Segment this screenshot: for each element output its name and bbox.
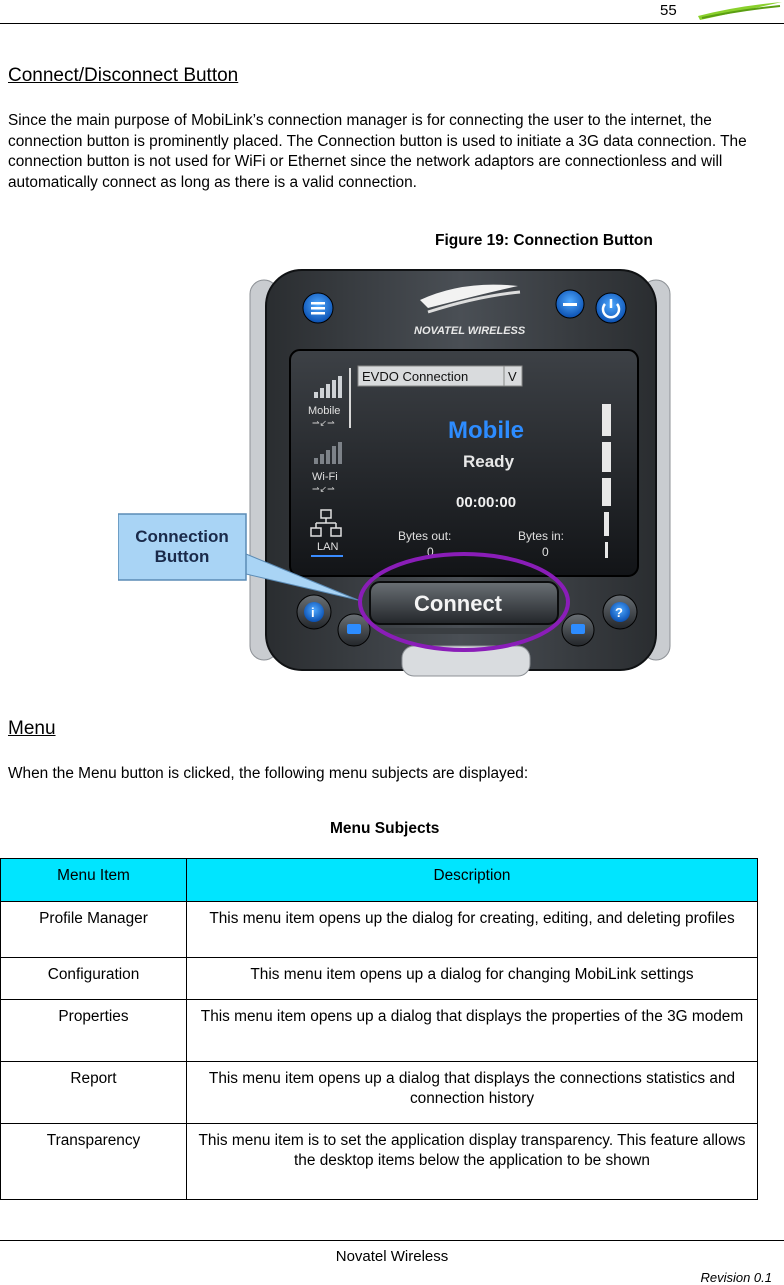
table-row bbox=[1, 1124, 758, 1200]
status-title: Mobile bbox=[448, 417, 524, 444]
side-label-lan: LAN bbox=[317, 541, 339, 553]
section-heading-menu: Menu bbox=[8, 718, 56, 739]
bytes-in-label: Bytes in: bbox=[518, 529, 565, 543]
bytes-out-label: Bytes out: bbox=[398, 529, 452, 543]
side-label-mobile: Mobile bbox=[308, 405, 341, 417]
bytes-out-value: 0 bbox=[427, 545, 434, 559]
table-row bbox=[1, 1000, 758, 1062]
callout-line-2: Button bbox=[154, 547, 210, 566]
svg-text:⇀↙⇀: ⇀↙⇀ bbox=[312, 484, 335, 494]
bytes-in-value: 0 bbox=[542, 545, 549, 559]
footer-revision: Revision 0.1 bbox=[700, 1270, 772, 1285]
status-sub: Ready bbox=[463, 452, 515, 471]
svg-text:Connect: Connect bbox=[414, 591, 502, 616]
menu-item-cell: Profile Manager bbox=[1, 902, 187, 958]
svg-text:?: ? bbox=[615, 605, 623, 620]
connection-button-figure bbox=[118, 262, 674, 680]
table-row bbox=[1, 1062, 758, 1124]
svg-text:⇀↙⇀: ⇀↙⇀ bbox=[312, 418, 335, 428]
footer-company: Novatel Wireless bbox=[335, 1248, 449, 1265]
connect-paragraph: Since the main purpose of MobiLink’s connection manager is for connecting the user to the internet, the connection button is prominently placed. The Connection button is used to initiate a 3G data connection. The connection button is not used for WiFi or Ethernet since the network adaptors are connectionless and will automatically connect as long as there is a valid connection. bbox=[8, 112, 747, 191]
logo-swoosh-icon bbox=[696, 0, 784, 22]
description-cell: This menu item opens up a dialog for changing MobiLink settings bbox=[187, 958, 758, 1000]
description-cell: This menu item opens up a dialog that displays the properties of the 3G modem bbox=[187, 1000, 758, 1062]
brand-logo: NOVATEL WIRELESS bbox=[414, 325, 526, 337]
table-header-row bbox=[1, 859, 758, 902]
column-header-menu-item: Menu Item bbox=[1, 859, 187, 902]
table-row bbox=[1, 902, 758, 958]
callout-line-1: Connection bbox=[135, 527, 229, 546]
table-row bbox=[1, 958, 758, 1000]
menu-item-cell: Report bbox=[1, 1062, 187, 1124]
footer-rule bbox=[0, 1240, 784, 1241]
svg-text:EVDO Connection: EVDO Connection bbox=[362, 369, 469, 384]
page-number: 55 bbox=[660, 2, 677, 19]
description-cell: This menu item is to set the application display transparency. This feature allows the desktop items below the application to be shown bbox=[187, 1124, 758, 1200]
connection-timer: 00:00:00 bbox=[456, 494, 517, 511]
menu-item-cell: Configuration bbox=[1, 958, 187, 1000]
column-header-description: Description bbox=[187, 859, 758, 902]
side-label-wifi: Wi-Fi bbox=[312, 471, 338, 483]
menu-subjects-table bbox=[0, 858, 758, 1200]
svg-text:i: i bbox=[311, 605, 315, 620]
description-cell: This menu item opens up the dialog for creating, editing, and deleting profiles bbox=[187, 902, 758, 958]
description-cell: This menu item opens up a dialog that displays the connections statistics and connection history bbox=[187, 1062, 758, 1124]
header-rule bbox=[0, 23, 784, 24]
menu-paragraph: When the Menu button is clicked, the following menu subjects are displayed: bbox=[8, 765, 529, 782]
section-heading-connect: Connect/Disconnect Button bbox=[8, 65, 239, 86]
table-caption: Menu Subjects bbox=[330, 820, 440, 837]
menu-item-cell: Properties bbox=[1, 1000, 187, 1062]
menu-item-cell: Transparency bbox=[1, 1124, 187, 1200]
figure-caption: Figure 19: Connection Button bbox=[435, 232, 653, 249]
dropdown-arrow-icon: V bbox=[508, 369, 517, 384]
